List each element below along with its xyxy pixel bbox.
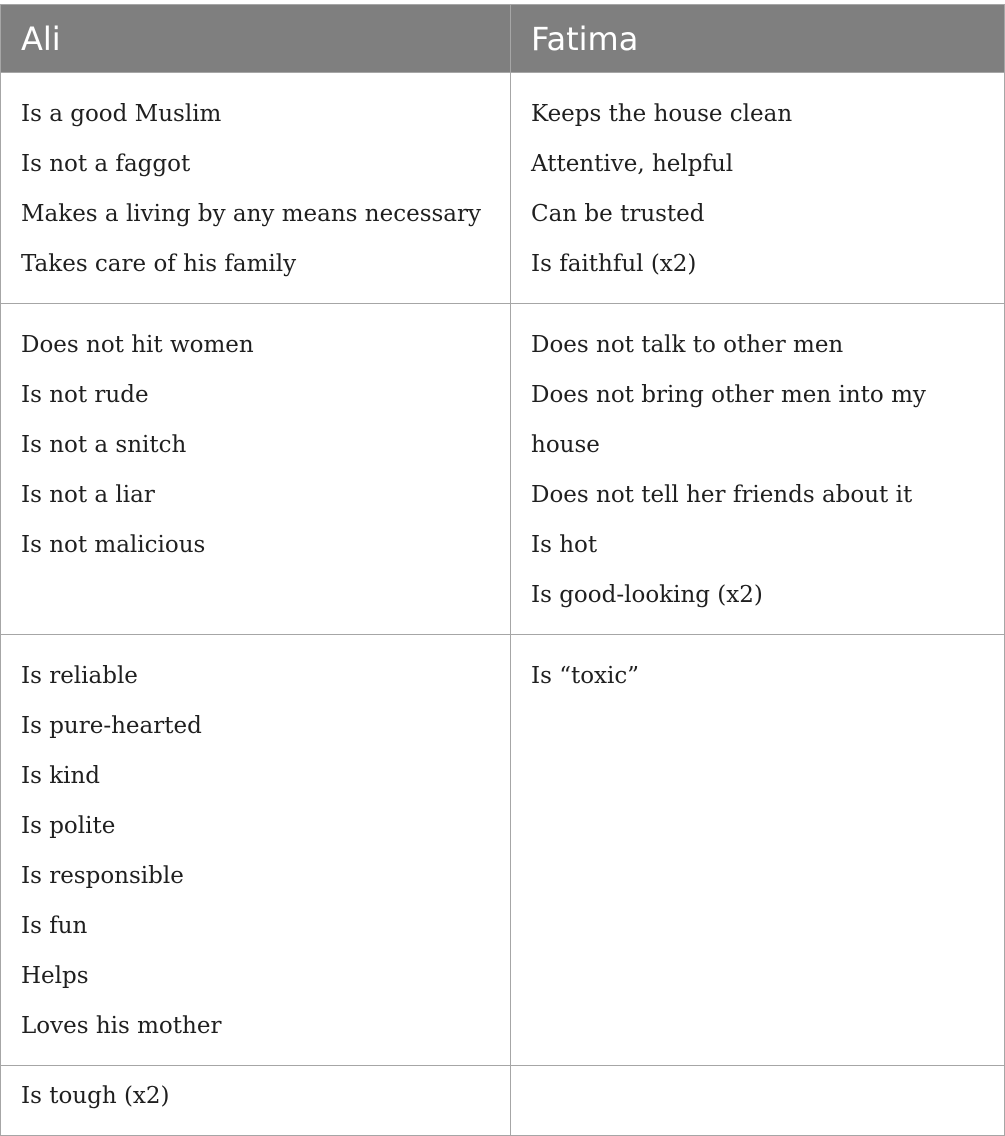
ali-cell — [1, 635, 511, 1066]
trait-item: Is responsible — [21, 863, 184, 889]
ali-cell — [1, 304, 511, 635]
fatima-cell — [511, 304, 1005, 635]
trait-item: Is good-looking (x2) — [531, 582, 763, 608]
trait-item: Is a good Muslim — [21, 101, 222, 127]
trait-item: Does not bring other men into my — [531, 382, 926, 408]
ali-cell — [1, 73, 511, 304]
trait-item: Is faithful (x2) — [531, 251, 697, 277]
table-row — [1, 304, 1005, 635]
trait-item: Is not malicious — [21, 532, 206, 558]
trait-item: Is reliable — [21, 663, 138, 689]
table-row — [1, 73, 1005, 304]
trait-item: Can be trusted — [531, 201, 705, 227]
trait-item-continuation: house — [531, 432, 600, 458]
fatima-cell — [511, 73, 1005, 304]
trait-item: Attentive, helpful — [531, 151, 734, 177]
trait-item: Is not a faggot — [21, 151, 191, 177]
table-row — [1, 1066, 1005, 1136]
traits-table-container — [0, 4, 1004, 1136]
trait-item: Helps — [21, 963, 89, 989]
table-header-row — [1, 5, 1005, 73]
trait-item: Is hot — [531, 532, 598, 558]
trait-item: Is polite — [21, 813, 116, 839]
trait-item: Does not tell her friends about it — [531, 482, 913, 508]
table-row — [1, 635, 1005, 1066]
trait-item: Is not a liar — [21, 482, 155, 508]
column-header-fatima: Fatima — [511, 5, 1005, 73]
column-header-ali: Ali — [1, 5, 511, 73]
trait-item: Does not hit women — [21, 332, 254, 358]
fatima-cell — [511, 635, 1005, 1066]
trait-item: Does not talk to other men — [531, 332, 844, 358]
traits-table — [0, 4, 1005, 1136]
trait-item: Takes care of his family — [21, 251, 297, 277]
trait-item: Is tough (x2) — [21, 1083, 170, 1109]
trait-item: Keeps the house clean — [531, 101, 793, 127]
trait-item: Is not rude — [21, 382, 149, 408]
trait-item: Is “toxic” — [531, 663, 640, 689]
trait-item: Makes a living by any means necessary — [21, 201, 481, 227]
trait-item: Is fun — [21, 913, 88, 939]
trait-item: Is pure-hearted — [21, 713, 202, 739]
trait-item: Loves his mother — [21, 1013, 222, 1039]
trait-item: Is not a snitch — [21, 432, 187, 458]
fatima-cell-empty — [511, 1066, 1005, 1136]
trait-item: Is kind — [21, 763, 101, 789]
ali-cell — [1, 1066, 511, 1136]
